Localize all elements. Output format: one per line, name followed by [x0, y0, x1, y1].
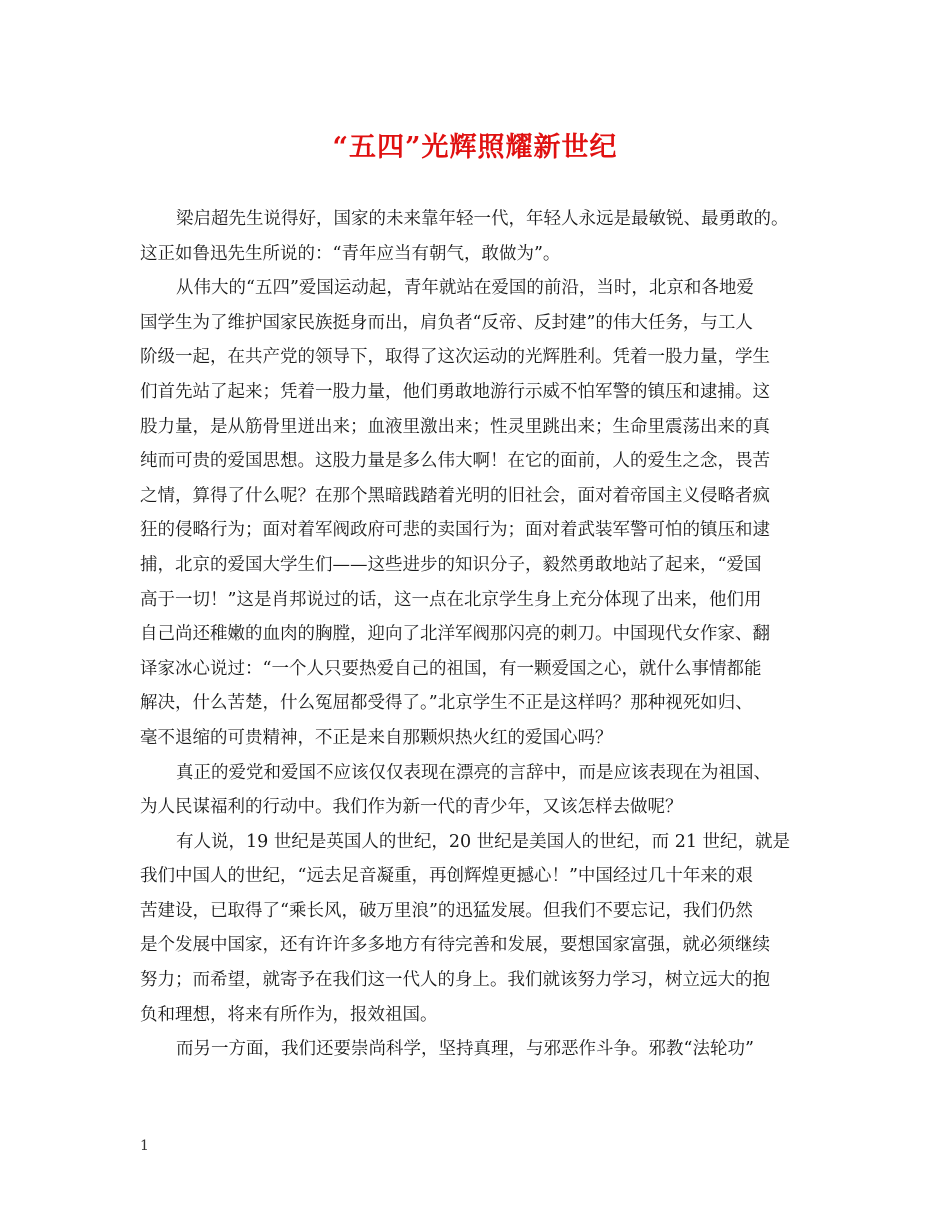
text-line: 努力；而希望，就寄予在我们这一代人的身上。我们就该努力学习，树立远大的抱: [140, 970, 770, 991]
text-line: 狂的侵略行为；面对着军阀政府可悲的卖国行为；面对着武装军警可怕的镇压和逮: [140, 520, 770, 541]
text-line: 解决，什么苦楚，什么冤屈都受得了。”北京学生不正是这样吗？那种视死如归、: [140, 693, 753, 714]
text-line: 之情，算得了什么呢？在那个黑暗践踏着光明的旧社会，面对着帝国主义侵略者疯: [140, 485, 770, 506]
document-body: [140, 202, 830, 1067]
text-line: 自己尚还稚嫩的血肉的胸膛，迎向了北洋军阀那闪亮的刺刀。中国现代女作家、翻: [140, 624, 770, 645]
text-line: 苦建设，已取得了“乘长风，破万里浪”的迅猛发展。但我们不要忘记，我们仍然: [140, 900, 753, 921]
text-line: 负和理想，将来有所作为，报效祖国。: [140, 1004, 438, 1025]
text-line: 为人民谋福利的行动中。我们作为新一代的青少年，又该怎样去做呢？: [140, 797, 683, 818]
text-line: 这正如鲁迅先生所说的：“青年应当有朝气，敢做为”。: [140, 243, 561, 264]
text-line: 捕，北京的爱国大学生们——这些进步的知识分子，毅然勇敢地站了起来，“爱国: [140, 554, 762, 575]
text-line: 译家冰心说过：“一个人只要热爱自己的祖国，有一颗爱国之心，就什么事情都能: [140, 658, 762, 679]
text-line: 梁启超先生说得好，国家的未来靠年轻一代，年轻人永远是最敏锐、最勇敢的。: [176, 209, 789, 229]
text-line: 纯而可贵的爱国思想。这股力量是多么伟大啊！在它的面前，人的爱生之念，畏苦: [140, 451, 770, 472]
text-line: 我们中国人的世纪，“远去足音凝重，再创辉煌更撼心！”中国经过几十年来的艰: [140, 866, 753, 887]
text-line: 而另一方面，我们还要崇尚科学，坚持真理，与邪恶作斗争。邪教“法轮功”: [176, 1039, 754, 1060]
text-line: 国学生为了维护国家民族挺身而出，肩负者“反帝、反封建”的伟大任务，与工人: [140, 312, 753, 333]
text-line: 有人说，19 世纪是英国人的世纪，20 世纪是美国人的世纪，而 21 世纪，就是: [176, 831, 791, 852]
text-line: 股力量，是从筋骨里迸出来；血液里激出来；性灵里跳出来；生命里震荡出来的真: [140, 416, 770, 437]
page-number: 1: [140, 1138, 149, 1154]
text-line: 从伟大的“五四”爱国运动起，青年就站在爱国的前沿，当时，北京和各地爱: [176, 278, 754, 299]
document-title: “五四”光辉照耀新世纪: [332, 132, 618, 163]
text-line: 毫不退缩的可贵精神，不正是来自那颗炽热火红的爱国心吗？: [140, 727, 613, 748]
text-line: 是个发展中国家，还有许许多多地方有待完善和发展，要想国家富强，就必须继续: [140, 935, 770, 956]
text-line: 真正的爱党和爱国不应该仅仅表现在漂亮的言辞中，而是应该表现在为祖国、: [176, 762, 771, 783]
text-line: 高于一切！”这是肖邦说过的话，这一点在北京学生身上充分体现了出来，他们用: [140, 589, 762, 610]
text-line: 阶级一起，在共产党的领导下，取得了这次运动的光辉胜利。凭着一股力量，学生: [140, 347, 770, 368]
text-line: 们首先站了起来；凭着一股力量，他们勇敢地游行示威不怕军警的镇压和逮捕。这: [140, 381, 770, 402]
